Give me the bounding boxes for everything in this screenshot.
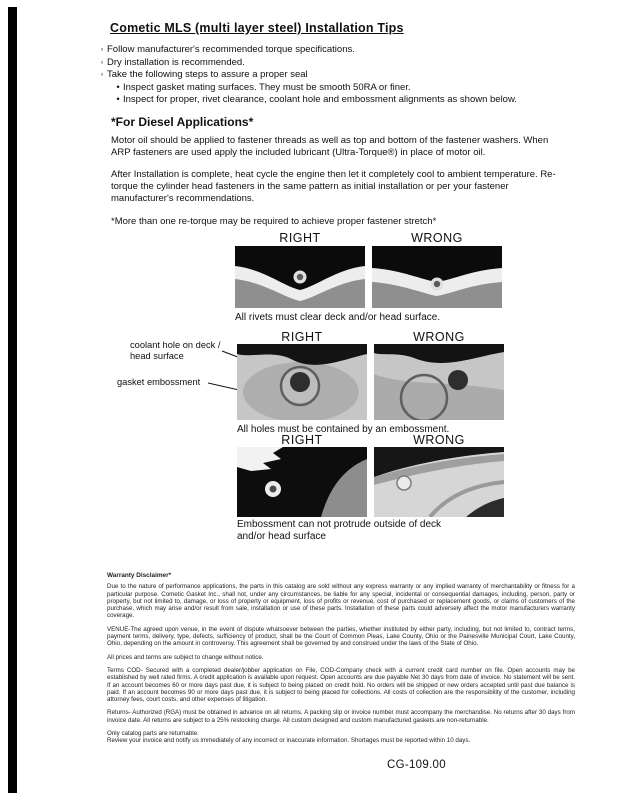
- right-label: RIGHT: [281, 433, 323, 447]
- paragraph: Motor oil should be applied to fastener threads as well as top and bottom of the fastener washers. When ARP fasteners are used apply the included lubricant (Ultra-Torque®) in place of motor oil.: [111, 135, 549, 158]
- tip-text: Dry installation is recommended.: [107, 56, 245, 68]
- section-heading: *For Diesel Applications*: [111, 115, 254, 129]
- wrong-label: WRONG: [413, 433, 465, 447]
- wrong-label: WRONG: [413, 330, 465, 344]
- paragraph: After Installation is complete, heat cycle the engine then let it completely cool to ambient temperature. Re-torque the cylinder head fasteners in the same pattern as initial installation or per your fastener manufacturer's recommendations.: [111, 169, 556, 204]
- list-item: [113, 94, 557, 106]
- diagram-rivet-right-image: [235, 246, 365, 308]
- retorque-note: *More than one re-torque may be required to achieve proper fastener stretch*: [111, 216, 437, 227]
- list-item: [97, 44, 557, 56]
- diagram-caption: Embossment can not protrude outside of deck and/or head surface: [237, 519, 442, 542]
- disclaimer-paragraph: Terms COD- Secured with a completed dealer/jobber application on File, COD-Company check with a current credit card number on file. Open accounts may be established by well rated firms. A credit application is available upon request. Open accounts are due payable Net 30 days from date of invoice. No statement will be sent. If an account becomes 60 or more days past due, it is subject to being placed on credit hold. No orders will be shipped or new orders accepted until past due balance is paid. If an account becomes 90 or more days past due, it is subject to being placed for collections. All costs of collection are the responsibility of the customer, including attorney fees, court costs, and other expenses of litigation.: [107, 666, 575, 704]
- coolant-hole-callout: coolant hole on deck / head surface: [130, 340, 221, 361]
- page-edge-bar: [8, 7, 17, 793]
- disclaimer-paragraph: Only catalog parts are returnable.: [107, 730, 199, 738]
- tip-text: Take the following steps to assure a proper seal: [107, 69, 308, 80]
- disclaimer-paragraph: All prices and terms are subject to change without notice.: [107, 653, 264, 661]
- disclaimer-paragraph: Due to the nature of performance applications, the parts in this catalog are sold without any express warranty or any implied warranty of merchantability or fitness for a particular purpose. Cometic Gasket Inc., shall not, under any circumstances, be liable for any special, incidental or consequential damages, including, person, party or property, but not limited to, damage, or loss of property or equipment, loss of profits or revenue, cost of purchased or replacement goods, or claims of customers of the purchase, which may arise and/or result from sale, installation or use of these parts. Installation of these parts could adversely affect the motor manufacturers warranty coverage.: [107, 583, 575, 620]
- bullet-solid-icon: •: [116, 94, 120, 105]
- disclaimer-paragraph: VENUE-The agreed upon venue, in the event of dispute whatsoever between the parties, whether instituted by either party, including, but not limited to, contract terms, payment terms, delivery, type, defects, sufficiency of product, shall be the Court of Common Pleas, Lake County, Ohio or the Painesville Municipal Court, Lake County, Ohio, depending on the amount in controversy. This agreement shall be governed by and construed under the laws of the State of Ohio.: [107, 625, 575, 648]
- diagram-rivet-wrong-image: [372, 246, 502, 308]
- tip-text: Inspect for proper, rivet clearance, coolant hole and embossment alignments as shown below.: [123, 94, 517, 105]
- installation-tips-list: [97, 44, 557, 107]
- diagram-embossment-wrong-image: [374, 344, 504, 420]
- embossment-callout: gasket embossment: [117, 377, 201, 387]
- diagram-caption: All holes must be contained by an embossment.: [237, 424, 450, 435]
- bullet-hollow-icon: ◦: [100, 44, 104, 54]
- bullet-hollow-icon: ◦: [100, 69, 104, 79]
- disclaimer-paragraph: Review your invoice and notify us immediately of any incorrect or inaccurate information. Shortages must be reported within 10 days.: [107, 737, 471, 745]
- bullet-solid-icon: •: [116, 81, 120, 93]
- list-item: [113, 82, 557, 94]
- list-item: [97, 57, 557, 69]
- catalog-page-code: CG-109.00: [387, 759, 446, 771]
- warranty-disclaimer-section: [107, 572, 575, 745]
- diagram-caption: All rivets must clear deck and/or head surface.: [235, 312, 441, 323]
- right-label: RIGHT: [281, 330, 323, 344]
- diagram-protrusion-wrong-image: [374, 447, 504, 517]
- disclaimer-paragraph: Returns- Authorized (RGA) must be obtained in advance on all returns. A packing slip or invoice number must accompany the merchandise. No returns after 30 days from invoice date. All returns are subject to a 25% restocking charge. All custom designed and custom manufactured gaskets are non-returnable.: [107, 709, 575, 724]
- page-title: Cometic MLS (multi layer steel) Installation Tips: [110, 21, 404, 35]
- tip-text: Follow manufacturer's recommended torque specifications.: [107, 44, 355, 55]
- list-item: [97, 69, 557, 81]
- diagram-protrusion-right-image: [237, 447, 367, 517]
- bullet-hollow-icon: ◦: [100, 56, 104, 67]
- tip-text: Inspect gasket mating surfaces. They must be smooth 50RA or finer.: [123, 81, 411, 93]
- right-label: RIGHT: [279, 231, 321, 245]
- diagram-embossment-right-image: [237, 344, 367, 420]
- wrong-label: WRONG: [411, 231, 463, 245]
- disclaimer-heading: Warranty Disclaimer*: [107, 572, 172, 579]
- diesel-applications-section: [111, 116, 561, 228]
